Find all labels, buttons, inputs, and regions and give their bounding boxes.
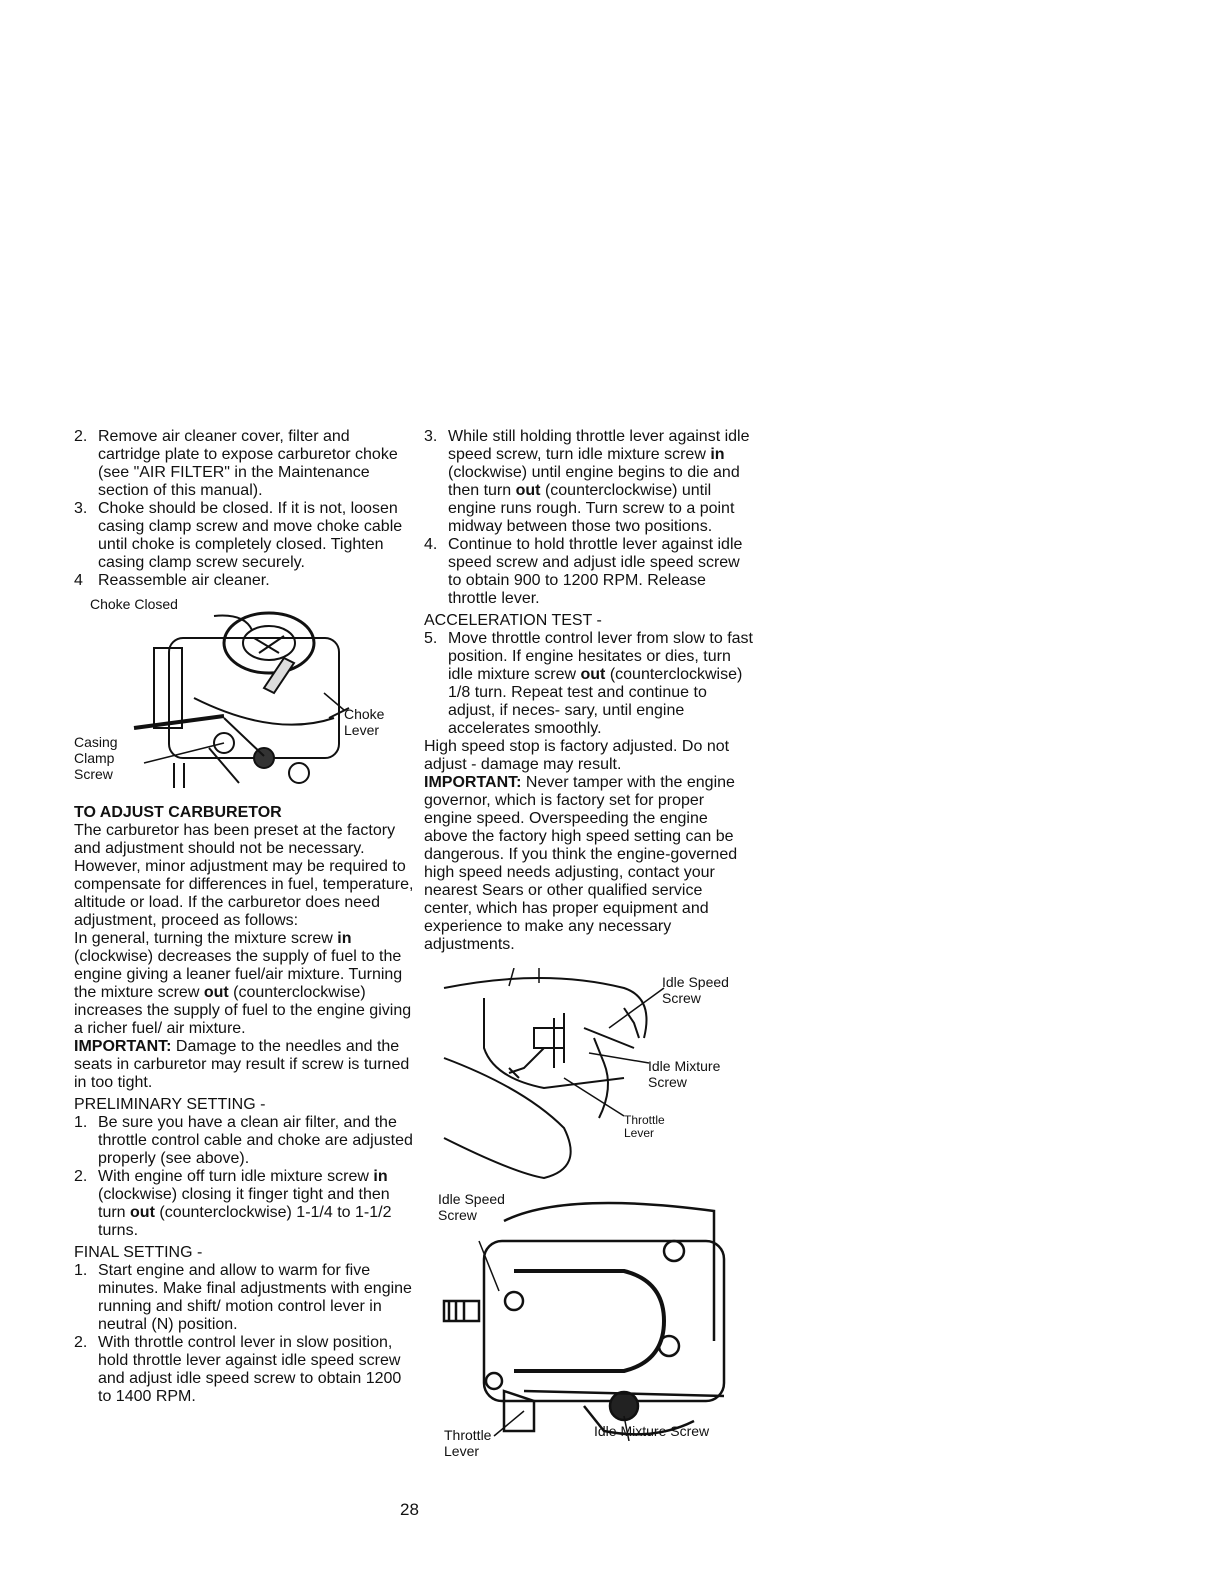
section-heading-adjust-carburetor: TO ADJUST CARBURETOR — [74, 804, 282, 821]
carburetor-choke-illustration — [74, 598, 404, 798]
label-idle-speed-screw-bottom: Idle Speed Screw — [438, 1191, 505, 1223]
label-idle-mixture-screw-bottom: Idle Mixture Screw — [594, 1423, 710, 1439]
acceleration-test-title: ACCELERATION TEST - — [424, 612, 602, 629]
right-column — [424, 428, 754, 1461]
carburetor-side-figure — [424, 1191, 754, 1461]
step-remove-air-cleaner: 2. Remove air cleaner cover, filter and cartridge plate to expose carburetor choke (see "AIR FILTER" in the Maintenance section of this manual). — [74, 428, 398, 499]
left-column — [74, 428, 414, 1406]
step-reassemble: 4 Reassemble air cleaner. — [74, 572, 270, 589]
preliminary-setting-title: PRELIMINARY SETTING - — [74, 1096, 266, 1113]
label-choke-lever: Choke Lever — [344, 706, 385, 738]
accel-step-5: 5. Move throttle control lever from slow to fast position. If engine hesitates or dies, turn idle mixture screw out (counterclockwise) 1/8 turn. Repeat test and continue to adjust, if neces- sary, until engine accelerates smoothly. — [424, 630, 753, 737]
label-throttle-lever-top: Throttle Lever — [624, 1113, 665, 1140]
final-step-1: 1. Start engine and allow to warm for five minutes. Make final adjustments with engine running and shift/ motion control lever in neutral (N) position. — [74, 1262, 412, 1333]
important-note-left: IMPORTANT: Damage to the needles and the seats in carburetor may result if screw is turned in too tight. — [74, 1038, 410, 1091]
label-idle-mixture-screw-top: Idle Mixture Screw — [648, 1058, 721, 1090]
prelim-step-1: 1. Be sure you have a clean air filter, and the throttle control cable and choke are adjusted properly (see above). — [74, 1114, 413, 1167]
idle-screws-figure — [424, 968, 754, 1183]
label-idle-speed-screw-top: Idle Speed Screw — [662, 974, 729, 1006]
choke-figure — [74, 598, 414, 798]
final-step-4: 4. Continue to hold throttle lever against idle speed screw and adjust idle speed screw to obtain 900 to 1200 RPM. Release throttle lever. — [424, 536, 743, 607]
step-choke-closed: 3. Choke should be closed. If it is not, loosen casing clamp screw and move choke cable until choke is completely closed. Tighten casing clamp screw securely. — [74, 500, 403, 571]
general-paragraph: In general, turning the mixture screw in (clockwise) decreases the supply of fuel to the engine giving a leaner fuel/air mixture. Turning the mixture screw out (counterclockwise) increases the supply of fuel to the engine giving a richer fuel/ air mixture. — [74, 930, 412, 1037]
final-step-3: 3. While still holding throttle lever against idle speed screw, turn idle mixture screw in (clockwise) until engine begins to die and then turn out (counterclockwise) until engine runs rough. Turn screw to a point midway between those two positions. — [424, 428, 750, 535]
label-choke-closed: Choke Closed — [90, 596, 178, 612]
important-note-right: IMPORTANT: Never tamper with the engine governor, which is factory set for proper engine speed. Overspeeding the engine above the factory high speed setting can be dangerous. If you think the engine-governed high speed needs adjusting, contact your nearest Sears or other qualified service center, which has proper equipment and experience to make any necessary adjustments. — [424, 774, 738, 953]
carburetor-side-illustration — [424, 1191, 734, 1441]
final-setting-title: FINAL SETTING - — [74, 1244, 203, 1261]
intro-paragraph: The carburetor has been preset at the factory and adjustment should not be necessary. However, minor adjustment may be required to compensate for differences in fuel, temperature, altitude or load. If the carburetor does need adjustment, proceed as follows: — [74, 822, 414, 929]
label-throttle-lever-bottom: Throttle Lever — [444, 1427, 492, 1459]
label-casing-clamp-screw: Casing Clamp Screw — [74, 734, 118, 782]
prelim-step-2: 2. With engine off turn idle mixture screw in (clockwise) closing it finger tight and then turn out (counterclockwise) 1-1/4 to 1-1/2 turns. — [74, 1168, 392, 1239]
page-number: 28 — [400, 1500, 419, 1519]
high-speed-note: High speed stop is factory adjusted. Do not adjust - damage may result. — [424, 738, 730, 773]
final-step-2: 2. With throttle control lever in slow position, hold throttle lever against idle speed screw and adjust idle speed screw to obtain 1200 to 1400 RPM. — [74, 1334, 402, 1405]
